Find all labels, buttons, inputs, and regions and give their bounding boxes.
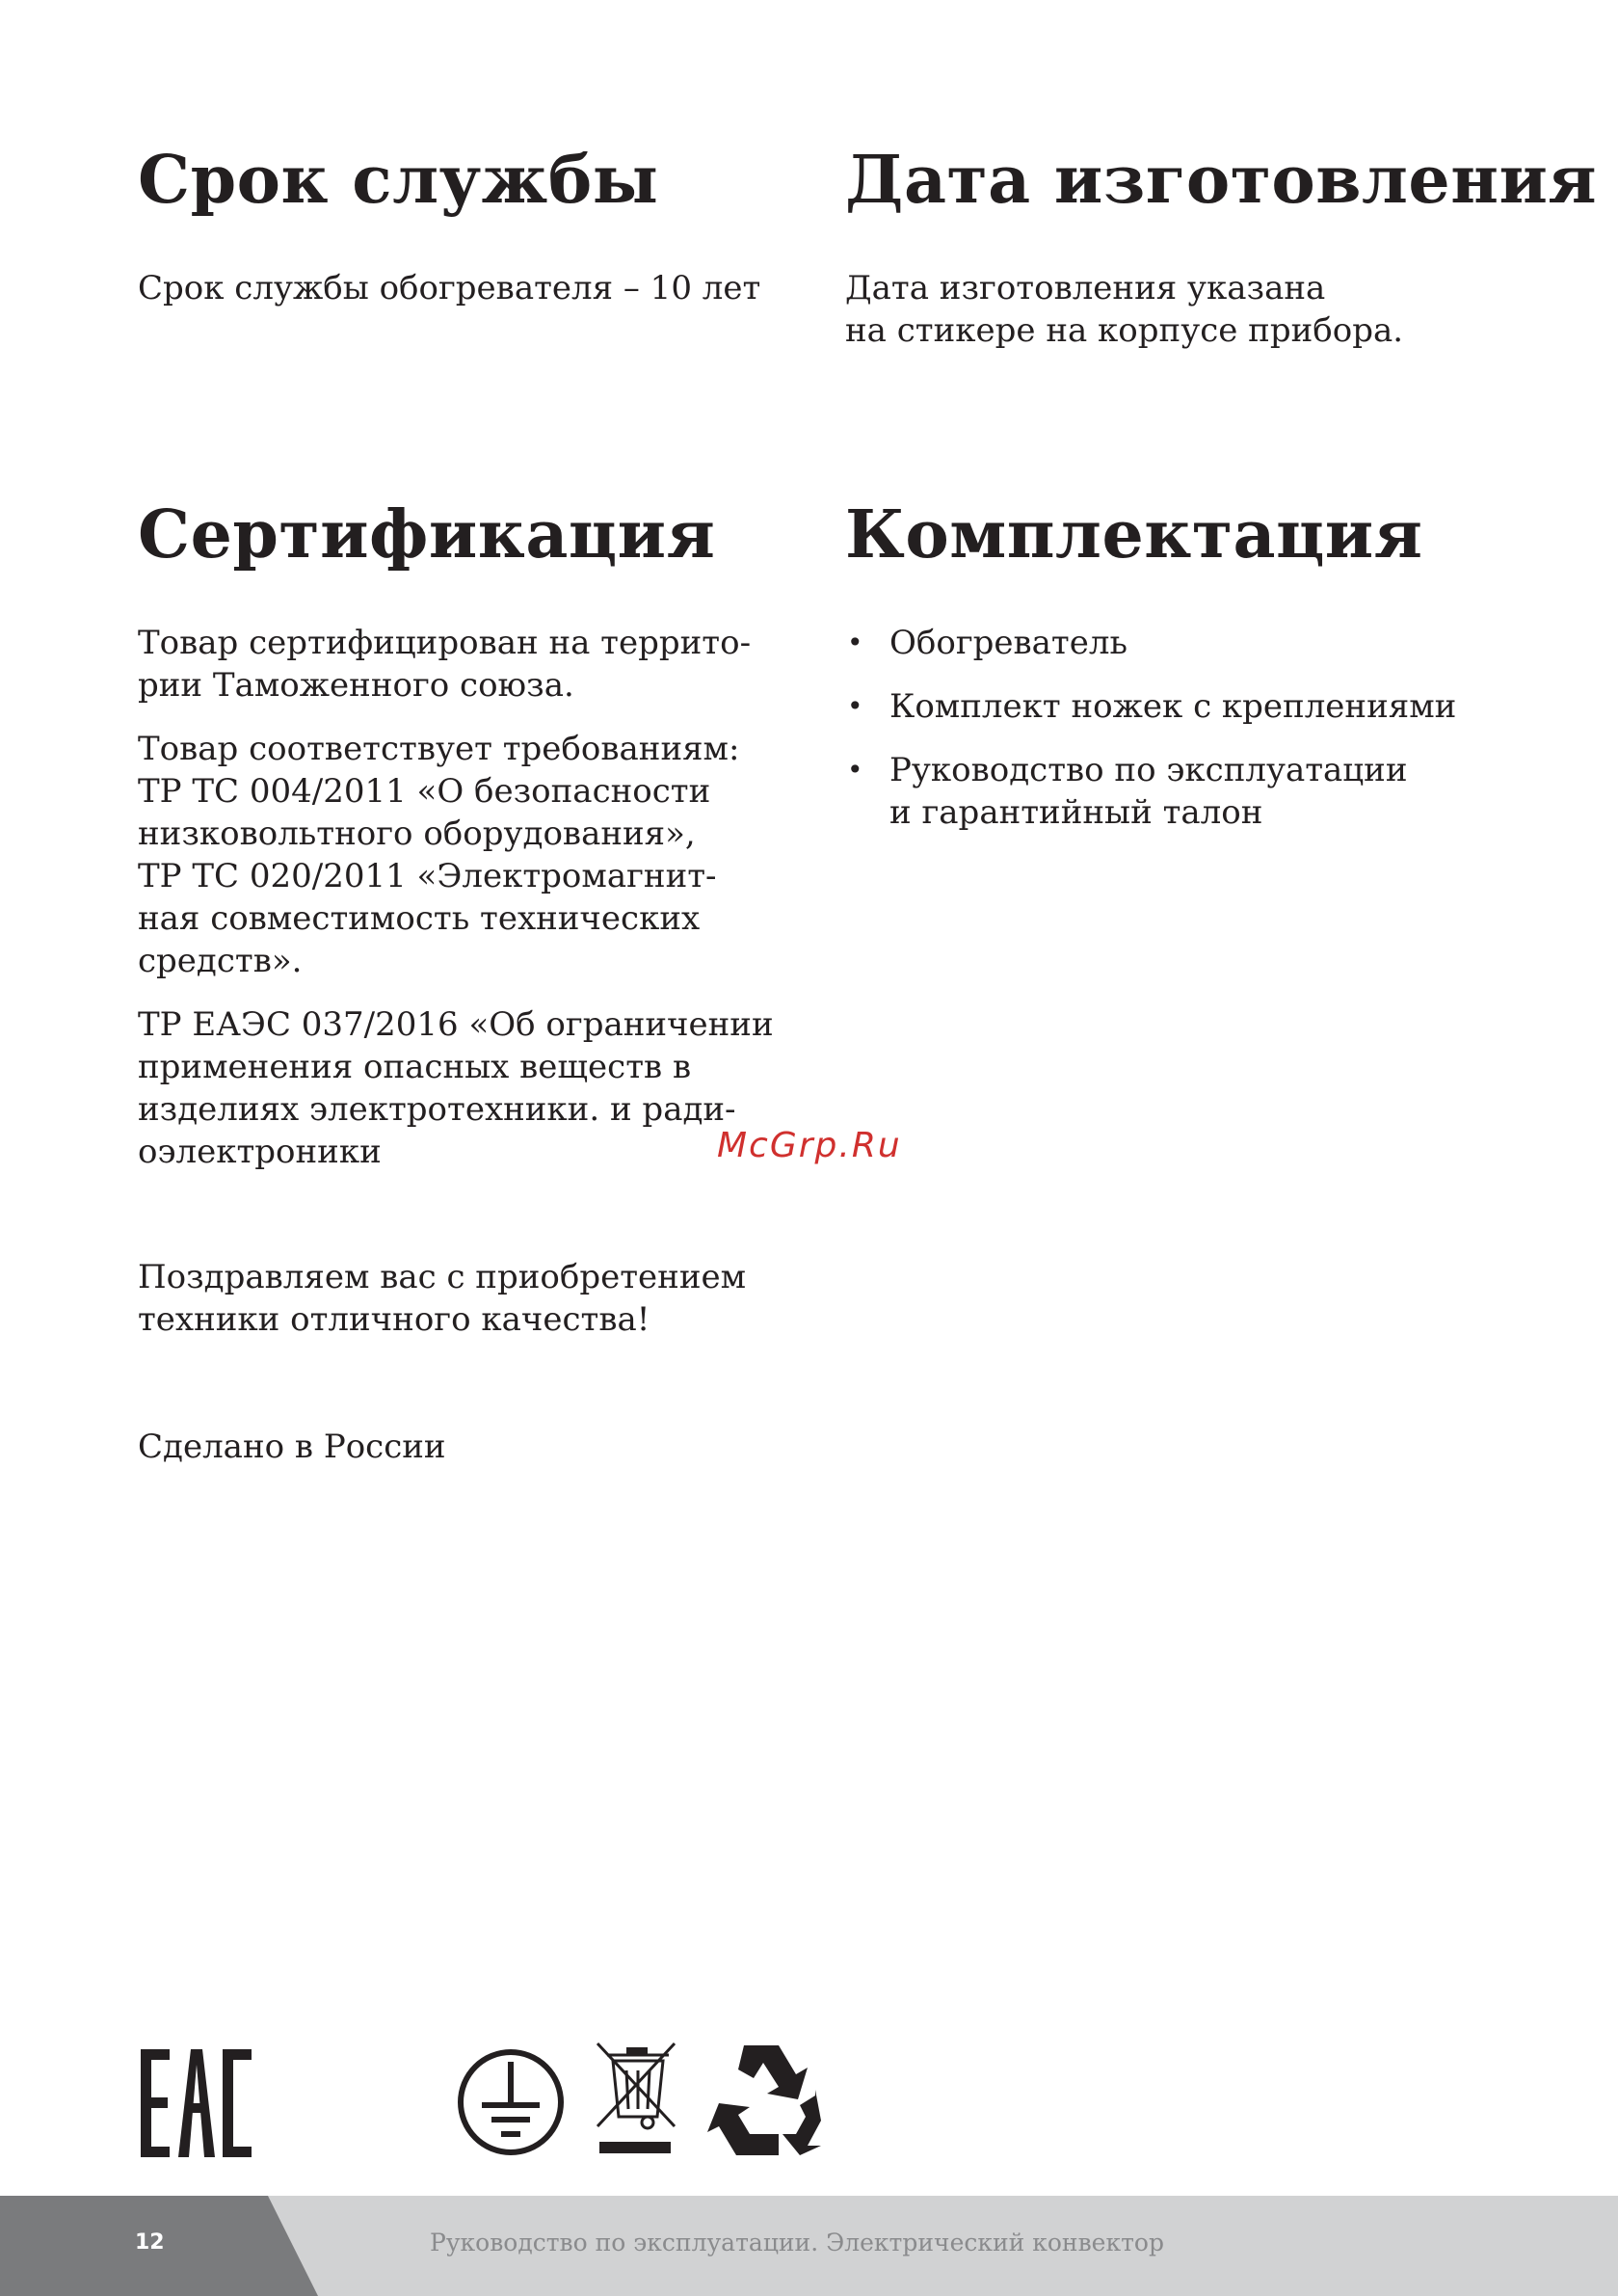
manufacture-date-text: Дата изготовления указана на стикере на корпусе прибора. [845,268,1404,350]
service-life-section [138,142,774,309]
footer-title: Руководство по эксплуатации. Электрический конвектор [430,2229,1164,2256]
certification-paragraph: Товар соответствует требованиям: ТР ТС 004/2011 «О безопасности низковольтного оборудования», ТР ТС 020/2011 «Электромагнит- ная совместимость технических средств». [138,729,740,980]
page-number: 12 [135,2230,165,2255]
package-list [845,622,1578,834]
certification-heading: Сертификация [138,496,716,574]
eac-logo-icon [141,2049,252,2157]
list-item [845,685,1578,728]
list-item [845,749,1578,834]
package-heading: Комплектация [845,496,1423,574]
service-life-text: Срок службы обогревателя – 10 лет [138,268,761,307]
certification-paragraph: Товар сертифицирован на террито- рии Таможенного союза. [138,623,752,705]
ground-icon [461,2052,561,2152]
package-section [845,496,1578,855]
congratulations-text: Поздравляем вас с приобретением техники отличного качества! [138,1258,747,1339]
manufacture-date-heading: Дата изготовления [845,142,1598,219]
list-item-label: Руководство по эксплуатации и гарантийный талон [889,750,1408,832]
watermark: McGrp.Ru [717,1126,902,1165]
service-life-heading: Срок службы [138,142,659,219]
bullet-icon: • [847,753,863,786]
made-in-russia-text: Сделано в России [138,1428,446,1466]
bullet-icon: • [847,689,863,722]
recycle-icon [707,2045,821,2155]
certification-paragraph: ТР ЕАЭС 037/2016 «Об ограничении применения опасных веществ в изделиях электротехники. и ради- оэлектроники [138,1004,774,1171]
list-item-label: Комплект ножек с креплениями [889,686,1457,726]
list-item-label: Обогреватель [889,623,1127,662]
list-item [845,622,1578,664]
certification-section [138,496,774,1173]
manufacture-date-section [845,142,1598,352]
wheelie-bin-crossed-icon [597,2043,675,2153]
bullet-icon: • [847,626,863,658]
